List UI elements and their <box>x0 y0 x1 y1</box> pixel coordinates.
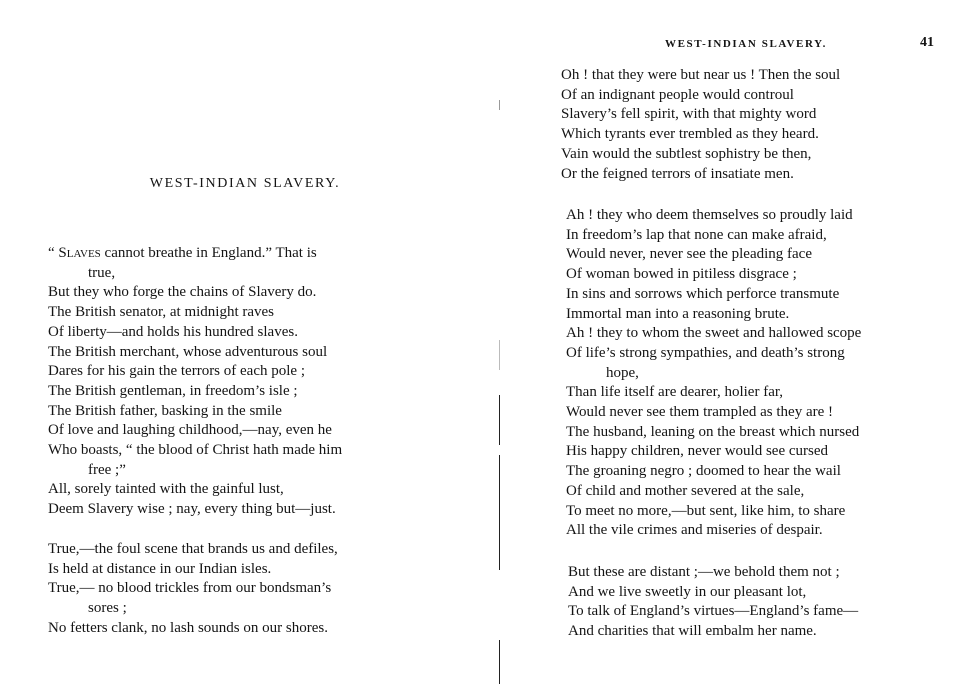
poem-line: In sins and sorrows which perforce transmute <box>566 285 840 302</box>
poem-line: sores ; <box>88 600 127 617</box>
poem-line: Or the feigned terrors of insatiate men. <box>561 165 794 182</box>
poem-line: All, sorely tainted with the gainful lust, <box>48 481 284 498</box>
poem-line: Ah ! they who deem themselves so proudly laid <box>566 207 853 223</box>
poem-line: The British merchant, whose adventurous soul <box>48 343 328 360</box>
poem-line: And we live sweetly in our pleasant lot, <box>568 583 807 600</box>
poem-line: To talk of England’s virtues—England’s fame— <box>568 603 859 620</box>
page-number: 41 <box>920 35 934 50</box>
poem-line: true, <box>88 264 116 281</box>
poem-line: Dares for his gain the terrors of each pole ; <box>48 363 305 380</box>
poem-line: To meet no more,—but sent, like him, to share <box>566 502 846 519</box>
stanza-1-left <box>48 244 430 520</box>
poem-line: The British gentleman, in freedom’s isle ; <box>48 382 298 399</box>
first-line-rest: cannot breathe in England.” That is <box>100 245 317 261</box>
poem-line: But they who forge the chains of Slavery do. <box>48 284 317 301</box>
poem-line: Is held at distance in our Indian isles. <box>48 560 272 577</box>
poem-line: Of love and laughing childhood,—nay, even he <box>48 422 332 439</box>
running-head: WEST-INDIAN SLAVERY. <box>665 38 828 50</box>
poem-line: Vain would the subtlest sophistry be then, <box>561 145 812 162</box>
stanza-2-left <box>48 540 430 639</box>
poem-line: Of an indignant people would controul <box>561 86 794 103</box>
poem-line: Deem Slavery wise ; nay, every thing but—just. <box>48 501 336 518</box>
poem-line: Oh ! that they were but near us ! Then the soul <box>561 67 841 83</box>
poem-line: Of life’s strong sympathies, and death’s strong <box>566 344 845 361</box>
poem-line: All the vile crimes and miseries of despair. <box>566 522 823 539</box>
poem-line: Of child and mother severed at the sale, <box>566 482 805 499</box>
stanza-3-right <box>568 563 940 642</box>
poem-line: Of liberty—and holds his hundred slaves. <box>48 323 298 340</box>
poem-line: Of woman bowed in pitiless disgrace ; <box>566 266 797 283</box>
poem-line: Would never see them trampled as they are ! <box>566 404 834 421</box>
poem-line: In freedom’s lap that none can make afraid, <box>566 226 827 243</box>
poem-line: But these are distant ;—we behold them not ; <box>568 564 840 580</box>
poem-line: The husband, leaning on the breast which nursed <box>566 423 860 440</box>
poem-line: True,— no blood trickles from our bondsman’s <box>48 580 332 597</box>
open-quote: “ <box>48 245 59 261</box>
small-caps-word: Slaves <box>58 245 101 261</box>
poem-line: Would never, never see the pleading face <box>566 246 812 263</box>
poem-line: Immortal man into a reasoning brute. <box>566 305 790 322</box>
poem-line: And charities that will embalm her name. <box>568 623 817 640</box>
poem-line: hope, <box>606 364 639 381</box>
poem-line: Which tyrants ever trembled as they heard. <box>561 126 819 143</box>
right-page <box>490 0 980 684</box>
poem-title: WEST-INDIAN SLAVERY. <box>149 176 341 191</box>
poem-line: Ah ! they to whom the sweet and hallowed scope <box>566 325 862 342</box>
poem-line: The groaning negro ; doomed to hear the wail <box>566 463 841 480</box>
poem-line: Than life itself are dearer, holier far, <box>566 384 784 401</box>
poem-line: His happy children, never would see cursed <box>566 443 829 460</box>
stanza-1-right <box>561 66 933 184</box>
poem-line: No fetters clank, no lash sounds on our shores. <box>48 619 328 636</box>
poem-line: True,—the foul scene that brands us and defiles, <box>48 541 338 557</box>
poem-line-first <box>48 244 430 264</box>
poem-line: The British senator, at midnight raves <box>48 304 275 321</box>
poem-line: Who boasts, “ the blood of Christ hath made him <box>48 442 343 459</box>
poem-line: Slavery’s fell spirit, with that mighty word <box>561 106 817 123</box>
poem-line: The British father, basking in the smile <box>48 402 282 419</box>
poem-line: free ;” <box>88 461 126 478</box>
stanza-2-right <box>566 206 950 541</box>
